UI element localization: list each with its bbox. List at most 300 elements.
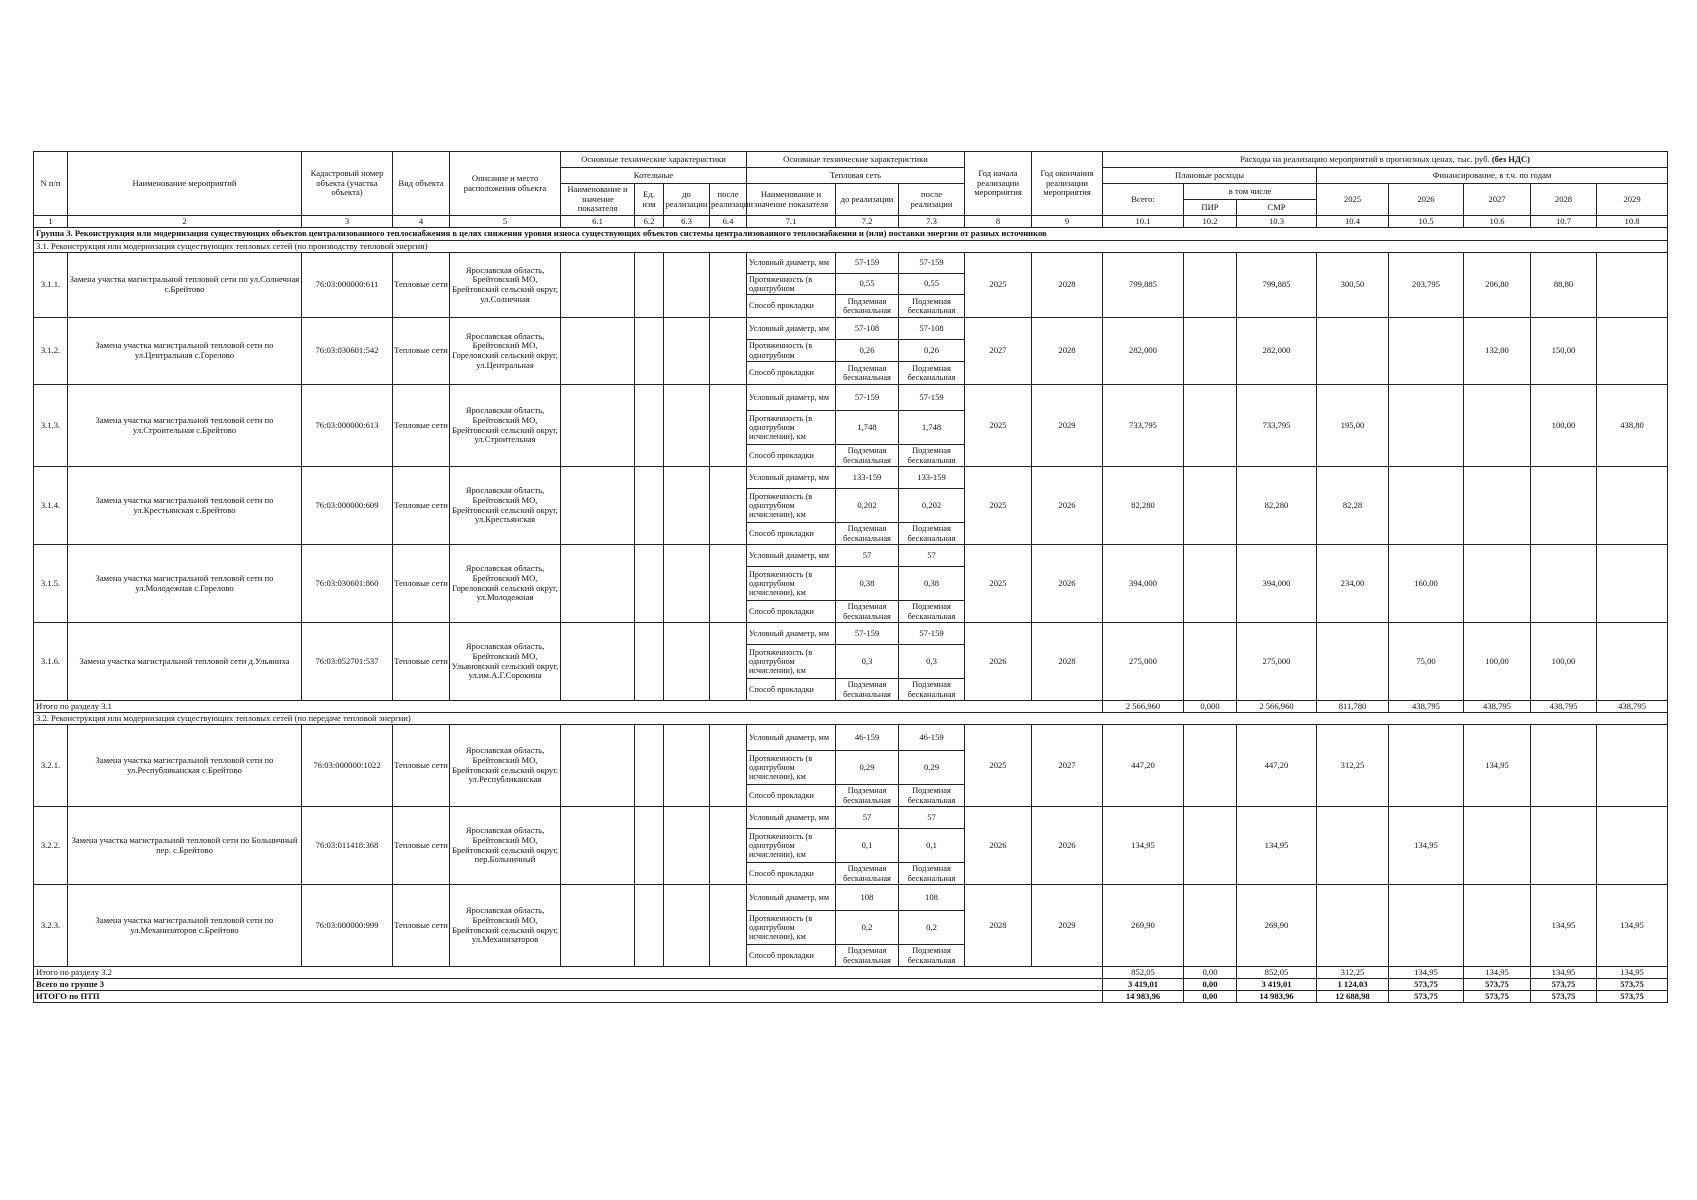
laying-label: Способ прокладки [747, 863, 836, 885]
section-title-row [34, 713, 1668, 725]
header-year-start: Год начала реализации мероприятия [965, 152, 1032, 216]
cost-y2026 [1389, 467, 1464, 545]
row-num: 3.1.4. [34, 467, 68, 545]
length-label: Протяженность (в однотрубном исчислении), км [747, 911, 836, 945]
laying-label: Способ прокладки [747, 362, 836, 385]
length-after: 0,26 [899, 340, 965, 362]
column-number: 10.6 [1464, 216, 1531, 228]
summary-y2028: 573,75 [1531, 979, 1597, 991]
diameter-label: Условный диаметр, мм [747, 725, 836, 751]
laying-before: Подземная бесканальная [836, 785, 899, 807]
boiler-before [664, 725, 710, 807]
cost-smr: 282,000 [1237, 318, 1317, 385]
diameter-label: Условный диаметр, мм [747, 623, 836, 645]
boiler-before [664, 545, 710, 623]
cost-y2027: 206,80 [1464, 253, 1531, 318]
boiler-name [561, 725, 635, 807]
column-number: 10.4 [1317, 216, 1389, 228]
cost-y2025 [1317, 807, 1389, 885]
diameter-after: 57-159 [899, 253, 965, 274]
investment-program-table [33, 151, 1668, 1003]
column-number: 10.1 [1103, 216, 1184, 228]
laying-after: Подземная бесканальная [899, 523, 965, 545]
column-number: 5 [450, 216, 561, 228]
column-number: 7.3 [899, 216, 965, 228]
diameter-after: 57-159 [899, 385, 965, 411]
cost-y2027: 134,95 [1464, 725, 1531, 807]
column-number: 2 [68, 216, 302, 228]
summary-smr: 3 419,01 [1237, 979, 1317, 991]
boiler-after [710, 318, 747, 385]
diameter-before: 57-159 [836, 623, 899, 645]
laying-before: Подземная бесканальная [836, 362, 899, 385]
summary-row [34, 991, 1668, 1003]
length-label: Протяженность (в однотрубном исчислении), км [747, 411, 836, 445]
length-before: 0,38 [836, 567, 899, 601]
diameter-label: Условный диаметр, мм [747, 467, 836, 489]
row-num: 3.1.6. [34, 623, 68, 701]
cost-y2029 [1597, 725, 1668, 807]
summary-row [34, 979, 1668, 991]
cost-y2028: 100,00 [1531, 385, 1597, 467]
document-page [33, 151, 1667, 1003]
row-type: Тепловые сети [393, 545, 450, 623]
boiler-name [561, 253, 635, 318]
table-row [34, 545, 1668, 567]
row-location: Ярославская область, Брейтовский МО, Брейтовский сельский округ, ул.Строительная [450, 385, 561, 467]
summary-label: ИТОГО по ПТП [34, 991, 1103, 1003]
summary-smr: 14 983,96 [1237, 991, 1317, 1003]
laying-label: Способ прокладки [747, 295, 836, 318]
length-after: 0,29 [899, 751, 965, 785]
row-num: 3.2.2. [34, 807, 68, 885]
summary-y2025: 1 124,03 [1317, 979, 1389, 991]
laying-after: Подземная бесканальная [899, 601, 965, 623]
cost-pir [1184, 885, 1237, 967]
cost-pir [1184, 725, 1237, 807]
cost-y2029 [1597, 253, 1668, 318]
cost-y2028 [1531, 545, 1597, 623]
length-after: 0,55 [899, 274, 965, 295]
year-end: 2027 [1032, 725, 1103, 807]
laying-label: Способ прокладки [747, 523, 836, 545]
row-type: Тепловые сети [393, 318, 450, 385]
summary-y2027: 573,75 [1464, 991, 1531, 1003]
row-location: Ярославская область, Брейтовский МО, Брейтовский сельский округ, ул.Крестьянская [450, 467, 561, 545]
cost-y2027 [1464, 807, 1531, 885]
boiler-before [664, 623, 710, 701]
diameter-label: Условный диаметр, мм [747, 318, 836, 340]
cost-y2025: 234,00 [1317, 545, 1389, 623]
row-cadastral: 76:03:000000:611 [302, 253, 393, 318]
summary-smr: 2 566,960 [1237, 701, 1317, 713]
cost-pir [1184, 253, 1237, 318]
table-body [34, 228, 1668, 1003]
cost-y2029: 134,95 [1597, 885, 1668, 967]
laying-label: Способ прокладки [747, 679, 836, 701]
header-type: Вид объекта [393, 152, 450, 216]
cost-y2025: 82,28 [1317, 467, 1389, 545]
header-year-2029: 2029 [1597, 184, 1668, 216]
row-name: Замена участка магистральной тепловой сети по Больничный пер. с.Брейтово [68, 807, 302, 885]
boiler-after [710, 807, 747, 885]
cost-smr: 269,90 [1237, 885, 1317, 967]
cost-y2029 [1597, 807, 1668, 885]
boiler-unit [635, 807, 664, 885]
diameter-after: 46-159 [899, 725, 965, 751]
laying-after: Подземная бесканальная [899, 445, 965, 467]
length-before: 0,55 [836, 274, 899, 295]
length-before: 0,202 [836, 489, 899, 523]
column-number: 10.7 [1531, 216, 1597, 228]
laying-label: Способ прокладки [747, 601, 836, 623]
header-tech-boiler-group: Основные технические характеристики [561, 152, 747, 168]
year-end: 2029 [1032, 385, 1103, 467]
row-type: Тепловые сети [393, 385, 450, 467]
cost-y2026 [1389, 725, 1464, 807]
summary-label: Итого по разделу 3.1 [34, 701, 1103, 713]
laying-label: Способ прокладки [747, 785, 836, 807]
summary-total: 2 566,960 [1103, 701, 1184, 713]
header-year-end: Год окончания реализации мероприятия [1032, 152, 1103, 216]
table-row [34, 885, 1668, 911]
summary-total: 3 419,01 [1103, 979, 1184, 991]
year-end: 2029 [1032, 885, 1103, 967]
boiler-unit [635, 385, 664, 467]
row-name: Замена участка магистральной тепловой сети по ул.Солнечная с.Брейтово [68, 253, 302, 318]
column-number: 10.8 [1597, 216, 1668, 228]
length-before: 1,748 [836, 411, 899, 445]
boiler-name [561, 885, 635, 967]
cost-y2027 [1464, 885, 1531, 967]
boiler-after [710, 545, 747, 623]
header-boiler: Котельные [561, 168, 747, 184]
row-num: 3.1.2. [34, 318, 68, 385]
table-row [34, 253, 1668, 274]
column-number: 6.3 [664, 216, 710, 228]
cost-y2028 [1531, 725, 1597, 807]
summary-y2027: 438,795 [1464, 701, 1531, 713]
summary-pir: 0,00 [1184, 991, 1237, 1003]
summary-label: Всего по группе 3 [34, 979, 1103, 991]
header-total: Всего: [1103, 184, 1184, 216]
cost-y2027 [1464, 467, 1531, 545]
diameter-after: 57 [899, 807, 965, 829]
row-type: Тепловые сети [393, 885, 450, 967]
row-type: Тепловые сети [393, 253, 450, 318]
boiler-after [710, 385, 747, 467]
header-year-2027: 2027 [1464, 184, 1531, 216]
length-label: Протяженность (в однотрубном исчислении), км [747, 645, 836, 679]
row-cadastral: 76:03:000000:1022 [302, 725, 393, 807]
cost-y2028: 150,00 [1531, 318, 1597, 385]
length-before: 0,1 [836, 829, 899, 863]
cost-smr: 447,20 [1237, 725, 1317, 807]
cost-total: 447,20 [1103, 725, 1184, 807]
length-before: 0,26 [836, 340, 899, 362]
laying-after: Подземная бесканальная [899, 295, 965, 318]
summary-smr: 852,05 [1237, 967, 1317, 979]
laying-after: Подземная бесканальная [899, 679, 965, 701]
row-name: Замена участка магистральной тепловой сети по ул.Крестьянская с.Брейтово [68, 467, 302, 545]
cost-total: 282,000 [1103, 318, 1184, 385]
row-name: Замена участка магистральной тепловой сети по ул.Республиканская с.Брейтово [68, 725, 302, 807]
column-number: 1 [34, 216, 68, 228]
boiler-before [664, 253, 710, 318]
length-before: 0,3 [836, 645, 899, 679]
header-smr: СМР [1237, 200, 1317, 216]
cost-smr: 134,95 [1237, 807, 1317, 885]
group-title: Группа 3. Реконструкция или модернизация существующих объектов централизованного теплоснабжения в целях снижения уровня износа существующих объектов системы централизованного теплоснабжения и (или) поставки энергии от разных источников [34, 228, 1668, 241]
header-net-name: Наименование и значение показателя [747, 184, 836, 216]
column-number: 6.2 [635, 216, 664, 228]
summary-y2029: 134,95 [1597, 967, 1668, 979]
cost-y2025 [1317, 885, 1389, 967]
column-number: 8 [965, 216, 1032, 228]
cost-y2029: 438,80 [1597, 385, 1668, 467]
year-end: 2026 [1032, 807, 1103, 885]
column-number: 9 [1032, 216, 1103, 228]
boiler-name [561, 385, 635, 467]
cost-y2027: 132,00 [1464, 318, 1531, 385]
cost-y2025 [1317, 318, 1389, 385]
boiler-unit [635, 318, 664, 385]
column-number: 3 [302, 216, 393, 228]
row-location: Ярославская область, Брейтовский МО, Гореловский сельский округ, ул.Центральная [450, 318, 561, 385]
section-title: 3.2. Реконструкция или модернизация существующих тепловых сетей (по передаче тепловой энергии) [34, 713, 1668, 725]
cost-y2028: 134,95 [1531, 885, 1597, 967]
boiler-before [664, 318, 710, 385]
length-label: Протяженность (в однотрубном исчислении), км [747, 751, 836, 785]
boiler-unit [635, 725, 664, 807]
cost-total: 82,280 [1103, 467, 1184, 545]
length-after: 0,202 [899, 489, 965, 523]
laying-after: Подземная бесканальная [899, 785, 965, 807]
length-after: 1,748 [899, 411, 965, 445]
laying-before: Подземная бесканальная [836, 601, 899, 623]
summary-y2027: 573,75 [1464, 979, 1531, 991]
summary-pir: 0,00 [1184, 967, 1237, 979]
diameter-after: 57 [899, 545, 965, 567]
cost-y2025 [1317, 623, 1389, 701]
year-start: 2026 [965, 623, 1032, 701]
cost-y2029 [1597, 545, 1668, 623]
summary-row [34, 967, 1668, 979]
laying-after: Подземная бесканальная [899, 863, 965, 885]
length-label: Протяженность (в однотрубном [747, 274, 836, 295]
group-title-row [34, 228, 1668, 241]
boiler-unit [635, 467, 664, 545]
diameter-label: Условный диаметр, мм [747, 253, 836, 274]
cost-smr: 275,000 [1237, 623, 1317, 701]
row-num: 3.1.1. [34, 253, 68, 318]
row-name: Замена участка магистральной тепловой сети по ул.Молодежная с.Горелово [68, 545, 302, 623]
cost-y2028 [1531, 807, 1597, 885]
boiler-name [561, 623, 635, 701]
row-num: 3.1.3. [34, 385, 68, 467]
cost-pir [1184, 545, 1237, 623]
summary-y2025: 312,25 [1317, 967, 1389, 979]
cost-y2028: 88,80 [1531, 253, 1597, 318]
header-costs [1103, 152, 1668, 168]
cost-pir [1184, 318, 1237, 385]
column-number: 10.2 [1184, 216, 1237, 228]
boiler-name [561, 467, 635, 545]
length-after: 0,38 [899, 567, 965, 601]
laying-label: Способ прокладки [747, 945, 836, 967]
summary-total: 14 983,96 [1103, 991, 1184, 1003]
boiler-unit [635, 545, 664, 623]
diameter-label: Условный диаметр, мм [747, 885, 836, 911]
summary-pir: 0,000 [1184, 701, 1237, 713]
year-end: 2028 [1032, 623, 1103, 701]
length-before: 0,2 [836, 911, 899, 945]
header-boiler-before: до реализации [664, 184, 710, 216]
diameter-label: Условный диаметр, мм [747, 385, 836, 411]
cost-total: 269,90 [1103, 885, 1184, 967]
year-start: 2025 [965, 467, 1032, 545]
row-location: Ярославская область, Брейтовский МО, Ульяновский сельский округ, ул.им.А.Г.Сорокина [450, 623, 561, 701]
header-boiler-name: Наименование и значение показателя [561, 184, 635, 216]
cost-smr: 394,000 [1237, 545, 1317, 623]
diameter-label: Условный диаметр, мм [747, 545, 836, 567]
length-label: Протяженность (в однотрубном исчислении), км [747, 489, 836, 523]
section-title: 3.1. Реконструкция или модернизация существующих тепловых сетей (по производству тепловой энергии) [34, 241, 1668, 253]
boiler-before [664, 385, 710, 467]
cost-y2026: 134,95 [1389, 807, 1464, 885]
header-net-before: до реализации [836, 184, 899, 216]
diameter-before: 133-159 [836, 467, 899, 489]
cost-y2026 [1389, 885, 1464, 967]
header-planned: Плановые расходы [1103, 168, 1317, 184]
row-cadastral: 76:03:011418:368 [302, 807, 393, 885]
row-name: Замена участка магистральной тепловой сети по ул.Центральная с.Горелово [68, 318, 302, 385]
summary-pir: 0,00 [1184, 979, 1237, 991]
cost-pir [1184, 623, 1237, 701]
row-name: Замена участка магистральной тепловой сети по ул.Механизаторов с.Брейтово [68, 885, 302, 967]
year-end: 2028 [1032, 253, 1103, 318]
row-name: Замена участка магистральной тепловой сети по ул.Строительная с.Брейтово [68, 385, 302, 467]
cost-y2025: 300,50 [1317, 253, 1389, 318]
summary-y2028: 134,95 [1531, 967, 1597, 979]
cost-y2026: 203,795 [1389, 253, 1464, 318]
row-location: Ярославская область, Брейтовский МО, Брейтовский сельский округ. ул.Республиканская [450, 725, 561, 807]
header-costs-text: Расходы на реализацию мероприятий в прогнозных ценах, тыс. руб. [1240, 153, 1490, 164]
boiler-name [561, 318, 635, 385]
laying-before: Подземная бесканальная [836, 295, 899, 318]
laying-after: Подземная бесканальная [899, 362, 965, 385]
boiler-before [664, 807, 710, 885]
summary-label: Итого по разделу 3.2 [34, 967, 1103, 979]
cost-smr: 799,885 [1237, 253, 1317, 318]
boiler-unit [635, 253, 664, 318]
row-num: 3.2.1. [34, 725, 68, 807]
year-end: 2026 [1032, 545, 1103, 623]
year-start: 2025 [965, 385, 1032, 467]
header-net-after: после реализации [899, 184, 965, 216]
row-location: Ярославская область, Брейтовский МО, Гореловский сельский округ, ул.Молодежная [450, 545, 561, 623]
cost-pir [1184, 467, 1237, 545]
cost-total: 394,000 [1103, 545, 1184, 623]
row-name: Замена участка магистральной тепловой сети д.Ульяниха [68, 623, 302, 701]
laying-before: Подземная бесканальная [836, 679, 899, 701]
row-num: 3.2.3. [34, 885, 68, 967]
year-start: 2028 [965, 885, 1032, 967]
year-end: 2028 [1032, 318, 1103, 385]
table-row [34, 318, 1668, 340]
boiler-after [710, 725, 747, 807]
laying-before: Подземная бесканальная [836, 523, 899, 545]
boiler-after [710, 623, 747, 701]
row-type: Тепловые сети [393, 725, 450, 807]
summary-y2029: 573,75 [1597, 979, 1668, 991]
row-cadastral: 76:03:000000:613 [302, 385, 393, 467]
summary-y2027: 134,95 [1464, 967, 1531, 979]
cost-pir [1184, 385, 1237, 467]
diameter-before: 57 [836, 807, 899, 829]
summary-y2026: 134,95 [1389, 967, 1464, 979]
header-year-2025: 2025 [1317, 184, 1389, 216]
cost-y2026 [1389, 318, 1464, 385]
laying-before: Подземная бесканальная [836, 945, 899, 967]
header-incl: в том числе [1184, 184, 1317, 200]
summary-y2026: 573,75 [1389, 991, 1464, 1003]
column-number: 6.4 [710, 216, 747, 228]
header-year-2028: 2028 [1531, 184, 1597, 216]
cost-total: 134,95 [1103, 807, 1184, 885]
header-net: Тепловая сеть [747, 168, 965, 184]
row-cadastral: 76:03:000000:609 [302, 467, 393, 545]
boiler-unit [635, 623, 664, 701]
length-after: 0,3 [899, 645, 965, 679]
boiler-unit [635, 885, 664, 967]
diameter-after: 57-108 [899, 318, 965, 340]
header-year-2026: 2026 [1389, 184, 1464, 216]
row-type: Тепловые сети [393, 807, 450, 885]
row-location: Ярославская область, Брейтовский МО, Брейтовский сельский округ, ул.Солнечная [450, 253, 561, 318]
column-number: 10.3 [1237, 216, 1317, 228]
length-after: 0,2 [899, 911, 965, 945]
length-label: Протяженность (в однотрубном исчислении), км [747, 567, 836, 601]
header-financing: Финансирование, в т.ч. по годам [1317, 168, 1668, 184]
row-cadastral: 76:03:000000:999 [302, 885, 393, 967]
diameter-before: 57-159 [836, 253, 899, 274]
cost-y2025: 312,25 [1317, 725, 1389, 807]
summary-y2029: 573,75 [1597, 991, 1668, 1003]
diameter-after: 133-159 [899, 467, 965, 489]
column-number: 6.1 [561, 216, 635, 228]
header-name: Наименование мероприятий [68, 152, 302, 216]
year-start: 2025 [965, 725, 1032, 807]
header-num: N п/п [34, 152, 68, 216]
year-start: 2027 [965, 318, 1032, 385]
row-num: 3.1.5. [34, 545, 68, 623]
cost-total: 733,795 [1103, 385, 1184, 467]
year-start: 2025 [965, 545, 1032, 623]
cost-y2025: 195,00 [1317, 385, 1389, 467]
cost-y2026: 75,00 [1389, 623, 1464, 701]
laying-before: Подземная бесканальная [836, 863, 899, 885]
cost-y2027: 100,00 [1464, 623, 1531, 701]
diameter-before: 57 [836, 545, 899, 567]
row-cadastral: 76:03:052701:537 [302, 623, 393, 701]
summary-y2028: 438,795 [1531, 701, 1597, 713]
laying-before: Подземная бесканальная [836, 445, 899, 467]
table-row [34, 725, 1668, 751]
row-type: Тепловые сети [393, 623, 450, 701]
column-number: 7.1 [747, 216, 836, 228]
boiler-name [561, 807, 635, 885]
